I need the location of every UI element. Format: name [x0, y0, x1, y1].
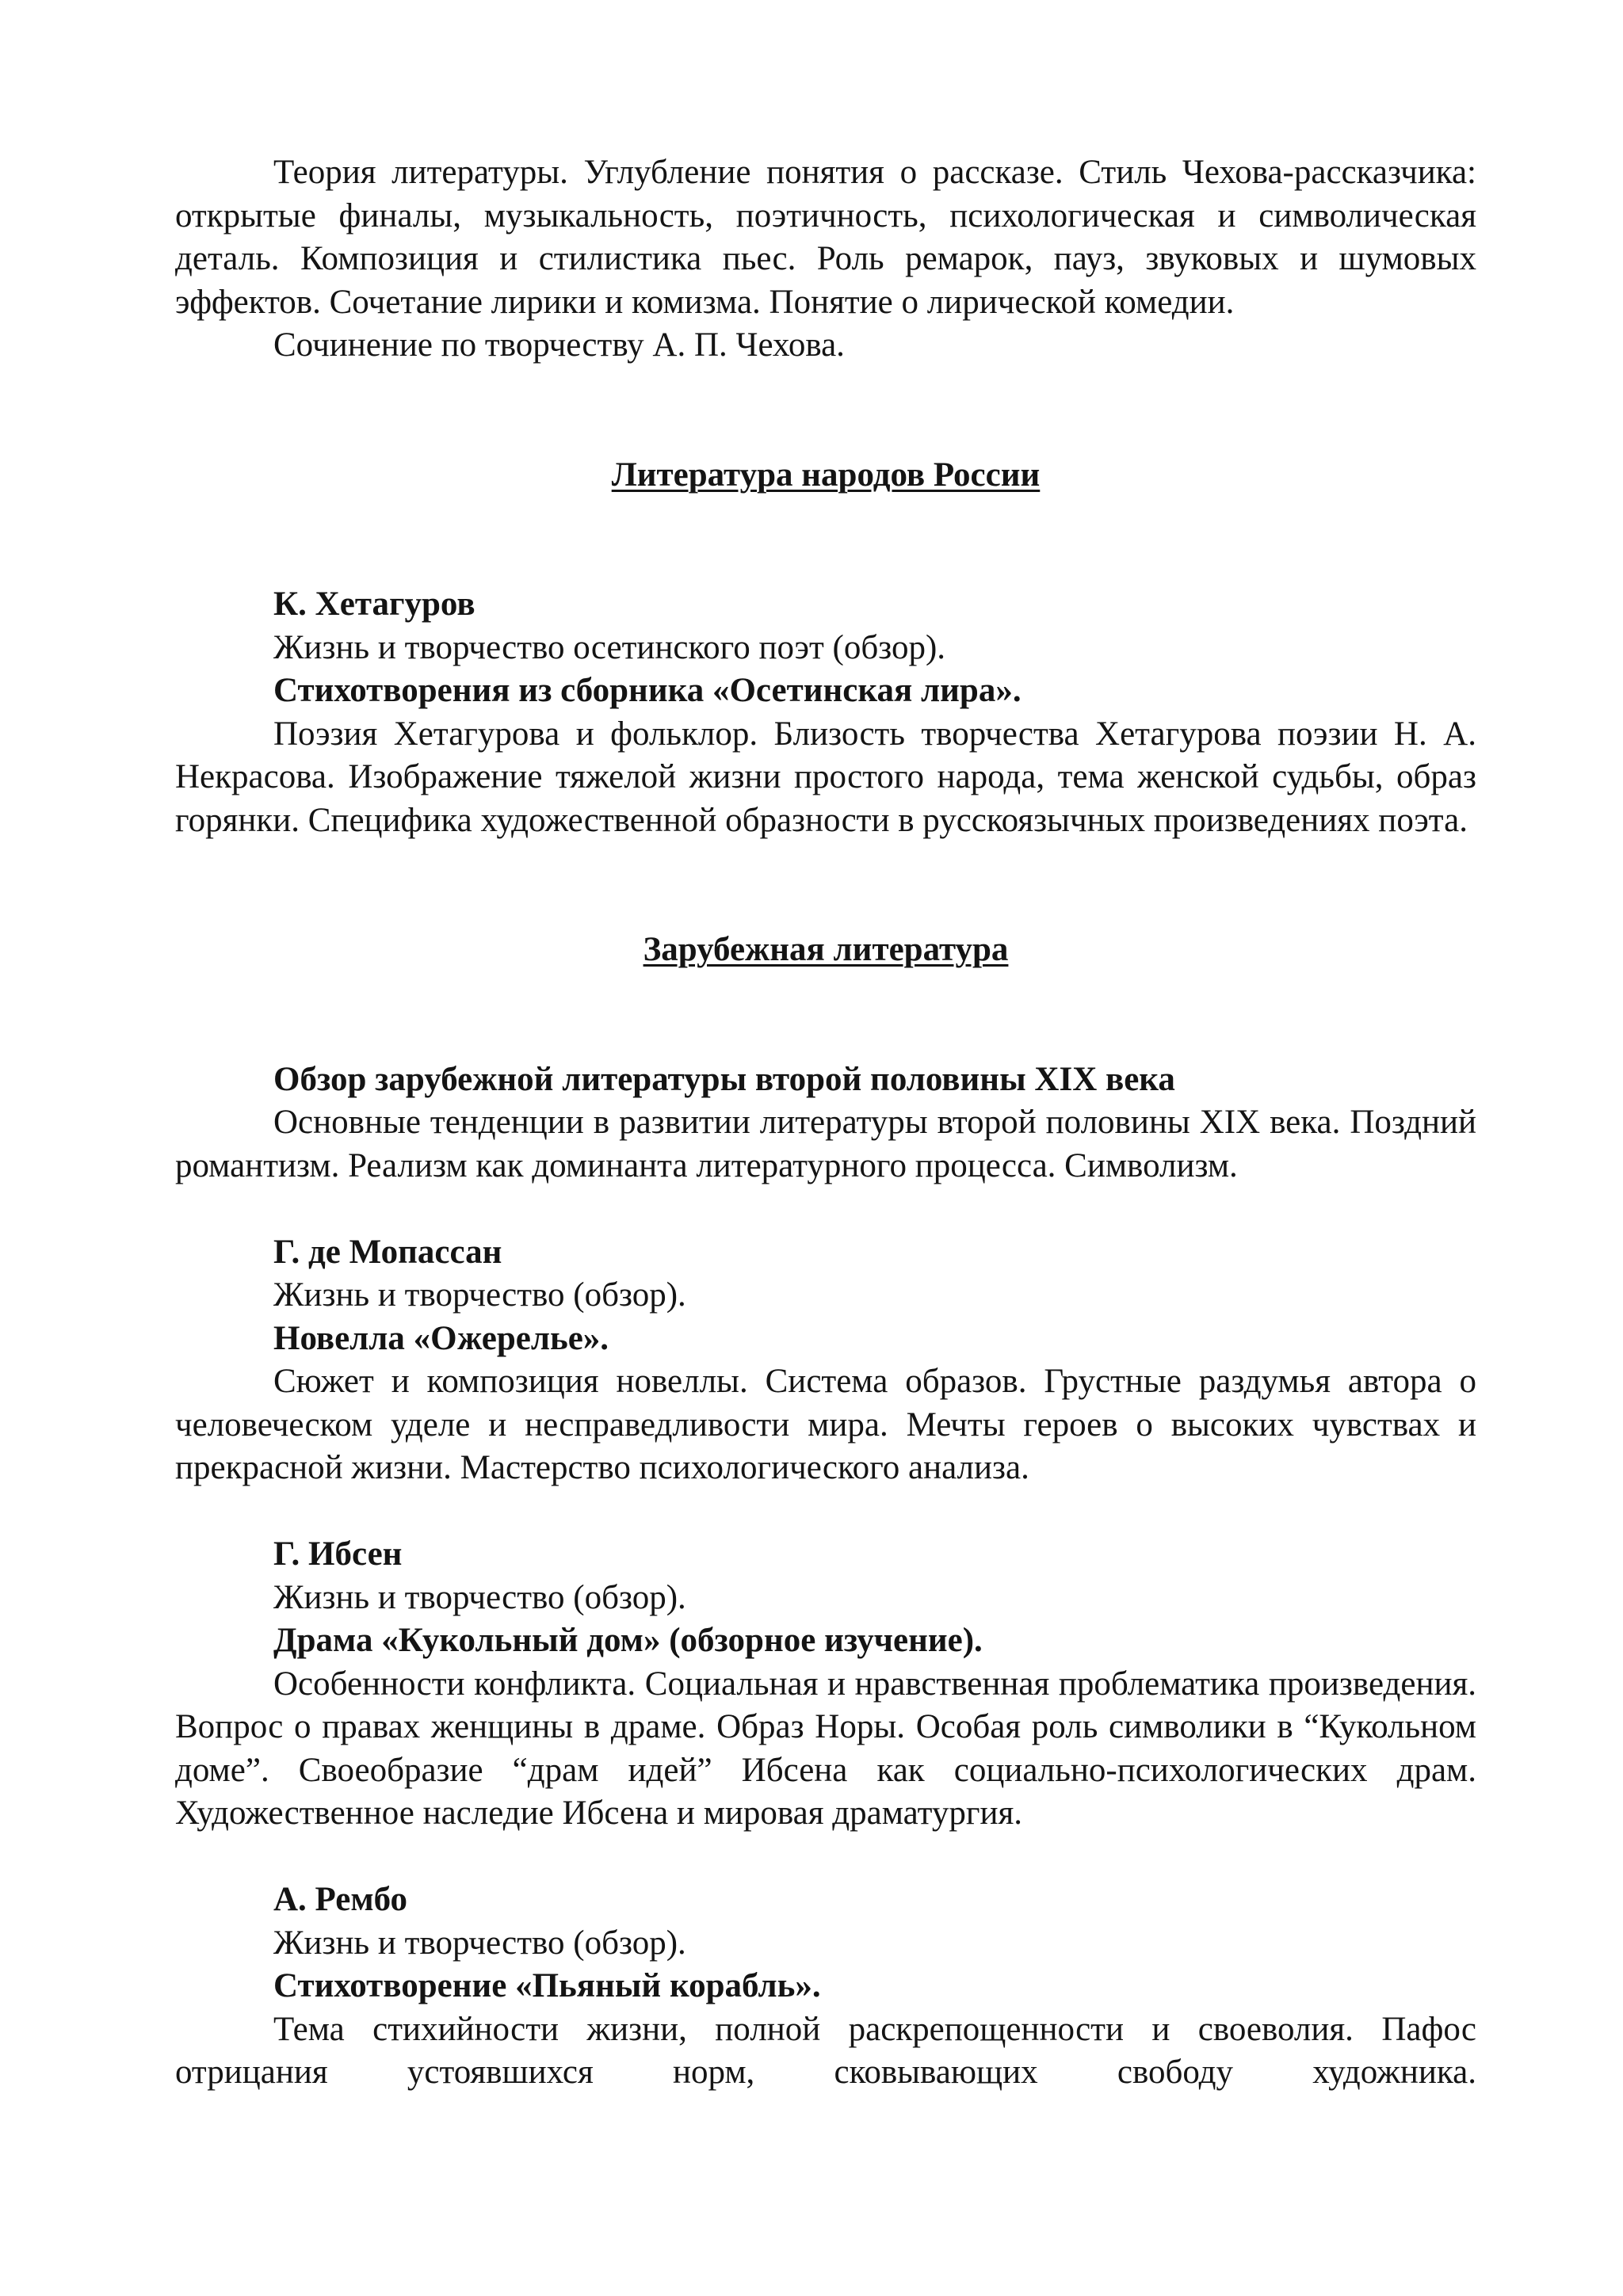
- author-heading: Г. де Мопассан: [273, 1233, 502, 1271]
- author-heading: Г. Ибсен: [273, 1535, 403, 1573]
- author-life-line: Жизнь и творчество осетинского поэт (обзор).: [273, 628, 946, 666]
- work-title: Стихотворение «Пьяный корабль».: [273, 1967, 821, 2004]
- work-description: Сюжет и композиция новеллы. Система образов. Грустные раздумья автора о человеческом уделе и несправедливости мира. Мечты героев о высоких чувствах и прекрасной жизни. Мастерство психологического анализа.: [175, 1363, 1476, 1486]
- author-heading: А. Рембо: [273, 1881, 408, 1918]
- overview-paragraph: Основные тенденции в развитии литературы второй половины XIX века. Поздний романтизм. Реализм как доминанта литературного процесса. Символизм.: [175, 1104, 1476, 1184]
- work-description: Тема стихийности жизни, полной раскрепощенности и своеволия. Пафос отрицания устоявшихся норм, сковывающих свободу художника.: [175, 2010, 1476, 2091]
- author-life-line: Жизнь и творчество (обзор).: [273, 1578, 686, 1616]
- work-title: Новелла «Ожерелье».: [273, 1319, 609, 1357]
- section-heading-russia: Литература народов России: [611, 456, 1041, 494]
- work-title: Драма «Кукольный дом» (обзорное изучение).: [273, 1622, 983, 1659]
- overview-heading: Обзор зарубежной литературы второй половины XIX века: [273, 1060, 1175, 1098]
- theory-paragraph: Теория литературы. Углубление понятия о рассказе. Стиль Чехова-рассказчика: открытые финалы, музыкальность, поэтичность, психологическая и символическая деталь. Композиция и стилистика пьес. Роль ремарок, пауз, звуковых и шумовых эффектов. Сочетание лирики и комизма. Понятие о лирической комедии.: [175, 154, 1476, 321]
- author-heading: К. Хетагуров: [273, 585, 475, 623]
- work-description: Особенности конфликта. Социальная и нравственная проблематика произведения. Вопрос о правах женщины в драме. Образ Норы. Особая роль символики в “Кукольном доме”. Своеобразие “драм идей” Ибсена как социально-психологических драм. Художественное наследие Ибсена и мировая драматургия.: [175, 1665, 1476, 1832]
- author-life-line: Жизнь и творчество (обзор).: [273, 1276, 686, 1314]
- section-heading-foreign: Зарубежная литература: [643, 931, 1009, 968]
- work-description: Поэзия Хетагурова и фольклор. Близость творчества Хетагурова поэзии Н. А. Некрасова. Изображение тяжелой жизни простого народа, тема женской судьбы, образ горянки. Специфика художественной образности в русскоязычных произведениях поэта.: [175, 715, 1476, 839]
- work-title: Стихотворения из сборника «Осетинская лира».: [273, 672, 1022, 709]
- author-life-line: Жизнь и творчество (обзор).: [273, 1924, 686, 1962]
- essay-line: Сочинение по творчеству А. П. Чехова.: [273, 326, 845, 364]
